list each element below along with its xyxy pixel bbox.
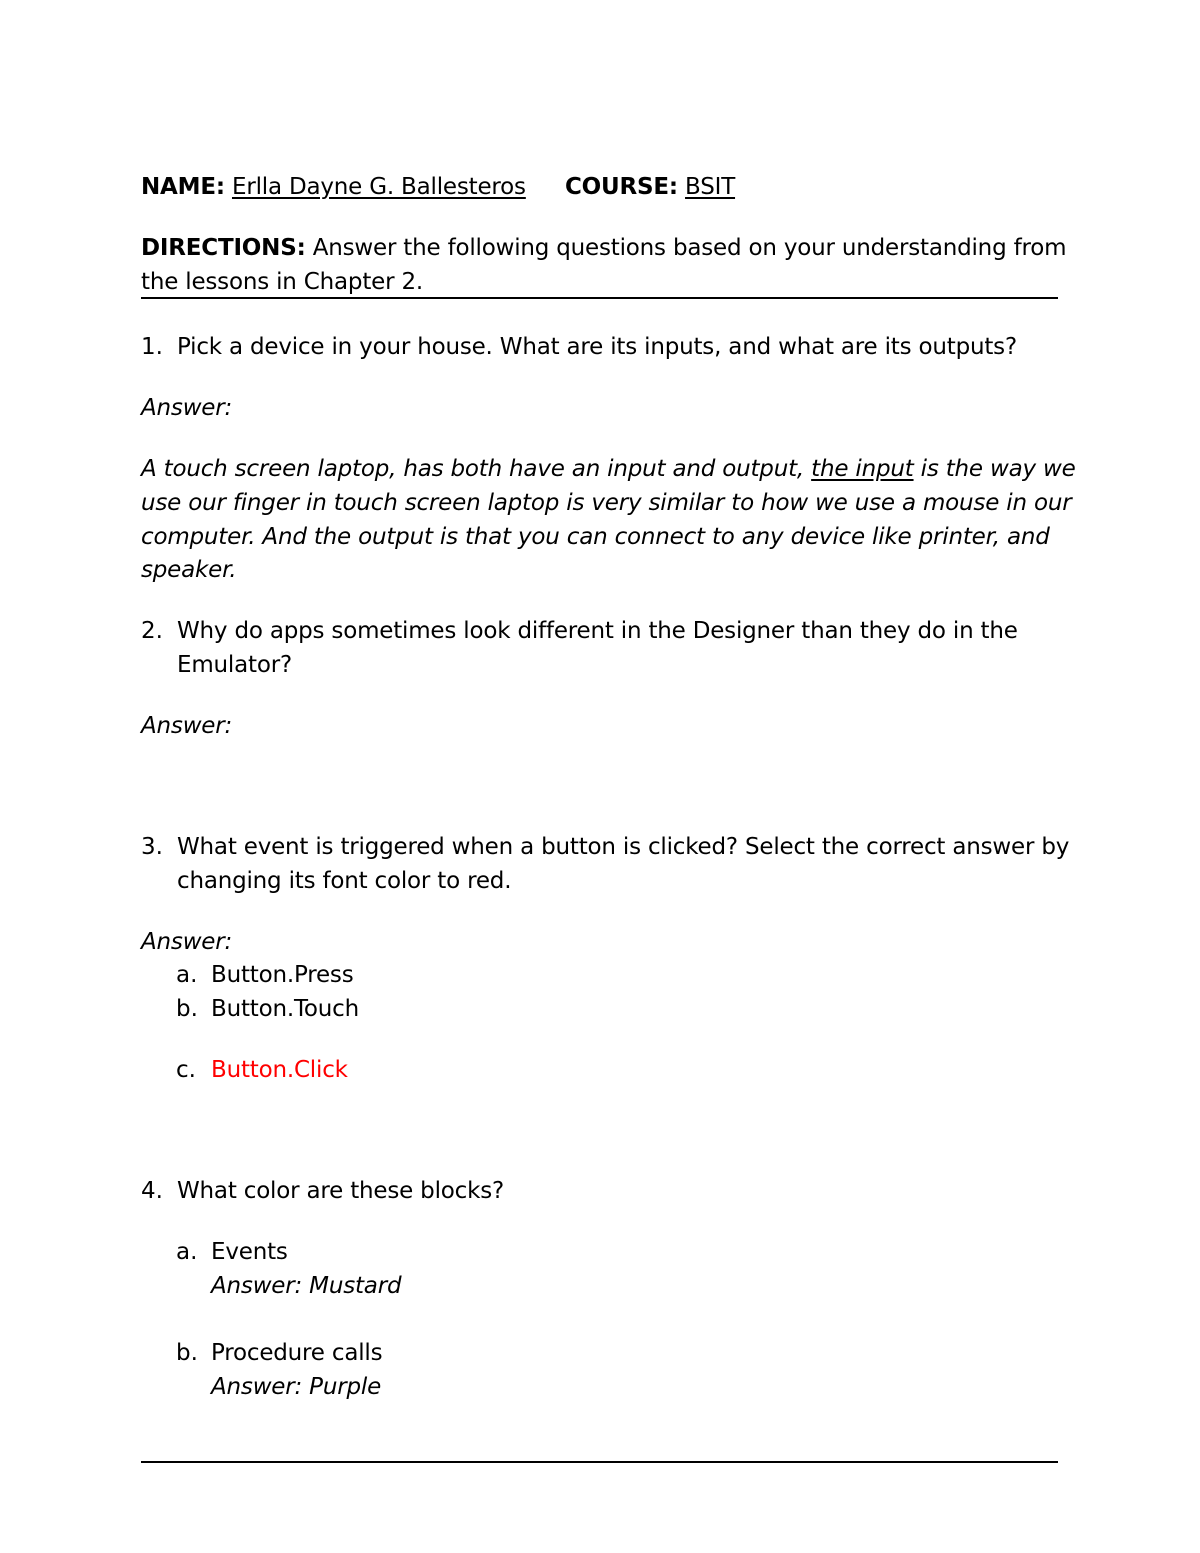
q1-answer-line-2: use our finger in touch screen laptop is very similar to how we use a mouse in our (141, 490, 1072, 516)
q3-number: 3. (141, 834, 163, 860)
directions-line-2: the lessons in Chapter 2. (141, 269, 423, 295)
q3-option-b: Button.Touch (211, 996, 359, 1022)
q1-answer-line-1 (141, 452, 1076, 486)
q4-item-a-answer: Answer: Mustard (211, 1273, 402, 1299)
q4-item-b-label: Procedure calls (211, 1340, 383, 1366)
course-label: COURSE: (565, 174, 678, 200)
directions-label: DIRECTIONS: (141, 235, 306, 261)
q4-item-b-answer: Answer: Purple (211, 1374, 382, 1400)
q2-question-line-2: Emulator? (177, 652, 292, 678)
directions-line-1 (141, 231, 1066, 265)
q4-item-a-letter: a. (176, 1239, 198, 1265)
q3-question-line-2: changing its font color to red. (177, 868, 512, 894)
q1-answer-line-1-pre: A touch screen laptop, has both have an input and output, (141, 456, 812, 482)
q3-option-c-letter: c. (176, 1057, 196, 1083)
q1-question: Pick a device in your house. What are its inputs, and what are its outputs? (177, 334, 1017, 360)
q3-question-line-1: What event is triggered when a button is clicked? Select the correct answer by (177, 834, 1070, 860)
q3-option-a: Button.Press (211, 962, 354, 988)
name-value: Erlla Dayne G. Ballesteros (231, 174, 526, 200)
q1-answer-line-4: speaker. (141, 557, 237, 583)
bottom-divider (141, 1461, 1058, 1463)
q2-number: 2. (141, 618, 163, 644)
q3-option-b-letter: b. (176, 996, 198, 1022)
q2-answer-label: Answer: (141, 713, 233, 739)
q3-option-c-correct: Button.Click (211, 1057, 348, 1083)
q1-number: 1. (141, 334, 163, 360)
q1-answer-underlined: the input (811, 456, 914, 482)
q1-answer-label: Answer: (141, 395, 233, 421)
header-line (141, 170, 526, 204)
name-label: NAME: (141, 174, 225, 200)
q4-item-b-letter: b. (176, 1340, 198, 1366)
q2-question-line-1: Why do apps sometimes look different in the Designer than they do in the (177, 618, 1018, 644)
q4-question: What color are these blocks? (177, 1178, 505, 1204)
q1-answer-line-3: computer. And the output is that you can connect to any device like printer, and (141, 524, 1050, 550)
directions-text-1: Answer the following questions based on your understanding from (312, 235, 1067, 261)
q3-answer-label: Answer: (141, 929, 233, 955)
q3-option-a-letter: a. (176, 962, 198, 988)
q4-item-a-label: Events (211, 1239, 288, 1265)
top-divider (141, 297, 1058, 299)
course-line (565, 170, 735, 204)
q4-number: 4. (141, 1178, 163, 1204)
q1-answer-line-1-post: is the way we (913, 456, 1076, 482)
course-value: BSIT (685, 174, 736, 200)
